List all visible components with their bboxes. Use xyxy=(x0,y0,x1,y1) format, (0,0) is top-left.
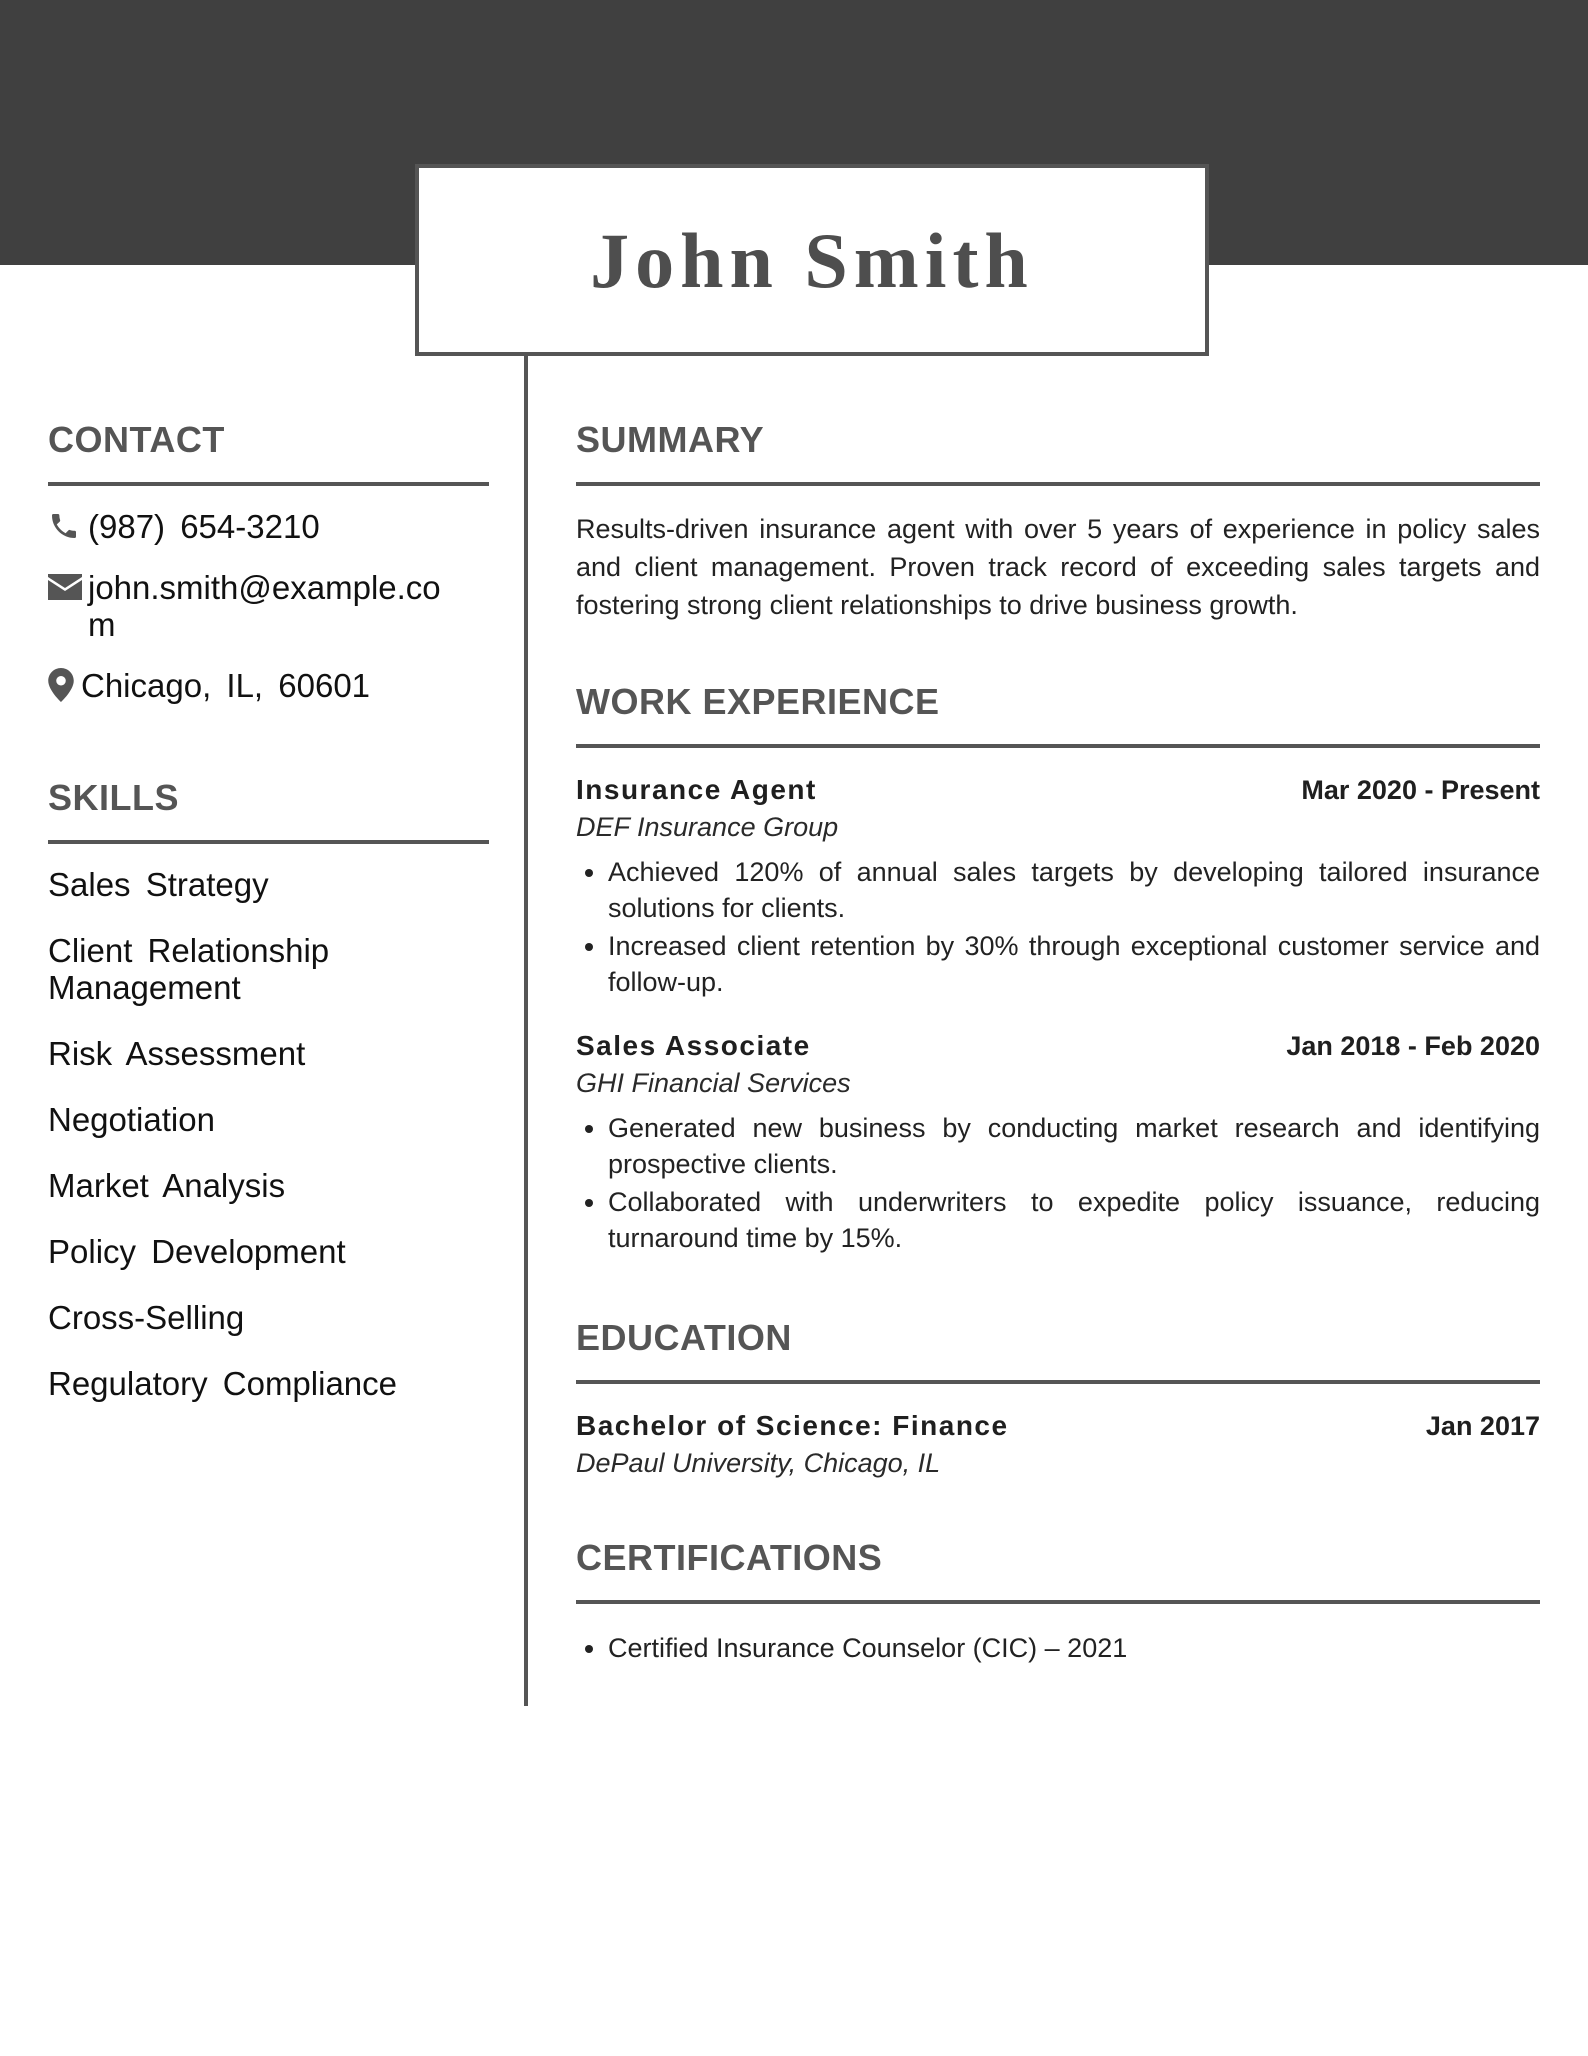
skill-item: Risk Assessment xyxy=(48,1035,306,1072)
skill-item: Regulatory Compliance xyxy=(48,1365,398,1402)
contact-phone xyxy=(48,508,489,545)
email-text[interactable]: john.smith@example.com xyxy=(88,569,441,643)
job-title: Insurance Agent xyxy=(576,774,817,805)
candidate-name: John Smith xyxy=(590,217,1034,304)
certifications-list xyxy=(576,1630,1540,1666)
skill-item: Cross-Selling xyxy=(48,1299,245,1336)
school: DePaul University, Chicago, IL xyxy=(576,1448,941,1478)
contact-list xyxy=(48,508,489,704)
certifications-rule xyxy=(576,1600,1540,1604)
right-column xyxy=(576,414,1540,1668)
phone-text: (987) 654-3210 xyxy=(88,508,320,545)
job-header xyxy=(576,1030,1540,1062)
phone-icon xyxy=(48,508,88,544)
job-bullet: • Increased client retention by 30% through exceptional customer service and follow-up. xyxy=(608,928,1540,1000)
contact-section xyxy=(48,414,489,704)
job-bullets xyxy=(576,854,1540,1000)
job-bullets xyxy=(576,1110,1540,1256)
job-dates: Jan 2018 - Feb 2020 xyxy=(1286,1031,1540,1061)
job-dates: Mar 2020 - Present xyxy=(1301,775,1540,805)
job-entry xyxy=(576,774,1540,1000)
certifications-heading: CERTIFICATIONS xyxy=(576,1537,883,1578)
experience-rule xyxy=(576,744,1540,748)
contact-location xyxy=(48,667,489,704)
education-date: Jan 2017 xyxy=(1425,1411,1540,1441)
job-company: DEF Insurance Group xyxy=(576,812,839,842)
job-bullet: • Generated new business by conducting market research and identifying prospective clients. xyxy=(608,1110,1540,1182)
job-company: GHI Financial Services xyxy=(576,1068,851,1098)
skill-item: Client Relationship Management xyxy=(48,932,330,1006)
contact-rule xyxy=(48,482,489,486)
education-entry xyxy=(576,1410,1540,1482)
left-column xyxy=(48,414,489,1431)
job-bullet: • Collaborated with underwriters to expedite policy issuance, reducing turnaround time by 15%. xyxy=(608,1184,1540,1256)
job-header xyxy=(576,774,1540,806)
certifications-section xyxy=(576,1532,1540,1666)
skills-rule xyxy=(48,840,489,844)
contact-email xyxy=(48,569,489,643)
education-heading: EDUCATION xyxy=(576,1317,792,1358)
summary-section xyxy=(576,414,1540,624)
degree: Bachelor of Science: Finance xyxy=(576,1410,1009,1441)
skill-item: Policy Development xyxy=(48,1233,346,1270)
skill-item: Negotiation xyxy=(48,1101,215,1138)
experience-section xyxy=(576,676,1540,1256)
skills-section xyxy=(48,772,489,1402)
education-header xyxy=(576,1410,1540,1442)
summary-heading: SUMMARY xyxy=(576,419,765,460)
map-pin-icon xyxy=(48,667,81,703)
summary-rule xyxy=(576,482,1540,486)
column-divider xyxy=(524,356,528,1706)
skill-item: Sales Strategy xyxy=(48,866,269,903)
job-entry xyxy=(576,1030,1540,1256)
education-section xyxy=(576,1312,1540,1482)
job-bullet: • Achieved 120% of annual sales targets by developing tailored insurance solutions for clients. xyxy=(608,854,1540,926)
experience-heading: WORK EXPERIENCE xyxy=(576,681,940,722)
certification-item: • Certified Insurance Counselor (CIC) – 2021 xyxy=(608,1630,1540,1666)
location-text: Chicago, IL, 60601 xyxy=(81,667,371,704)
job-list xyxy=(576,774,1540,1256)
skill-item: Market Analysis xyxy=(48,1167,286,1204)
contact-heading: CONTACT xyxy=(48,419,225,460)
skills-heading: SKILLS xyxy=(48,777,180,818)
skills-list xyxy=(48,866,489,1402)
name-box xyxy=(415,164,1209,356)
education-rule xyxy=(576,1380,1540,1384)
envelope-icon xyxy=(48,569,88,605)
job-title: Sales Associate xyxy=(576,1030,811,1061)
summary-text: Results-driven insurance agent with over 5 years of experience in policy sales and client management. Proven track record of exceeding sales targets and fostering strong client relationships to drive business growth. xyxy=(576,514,1540,620)
